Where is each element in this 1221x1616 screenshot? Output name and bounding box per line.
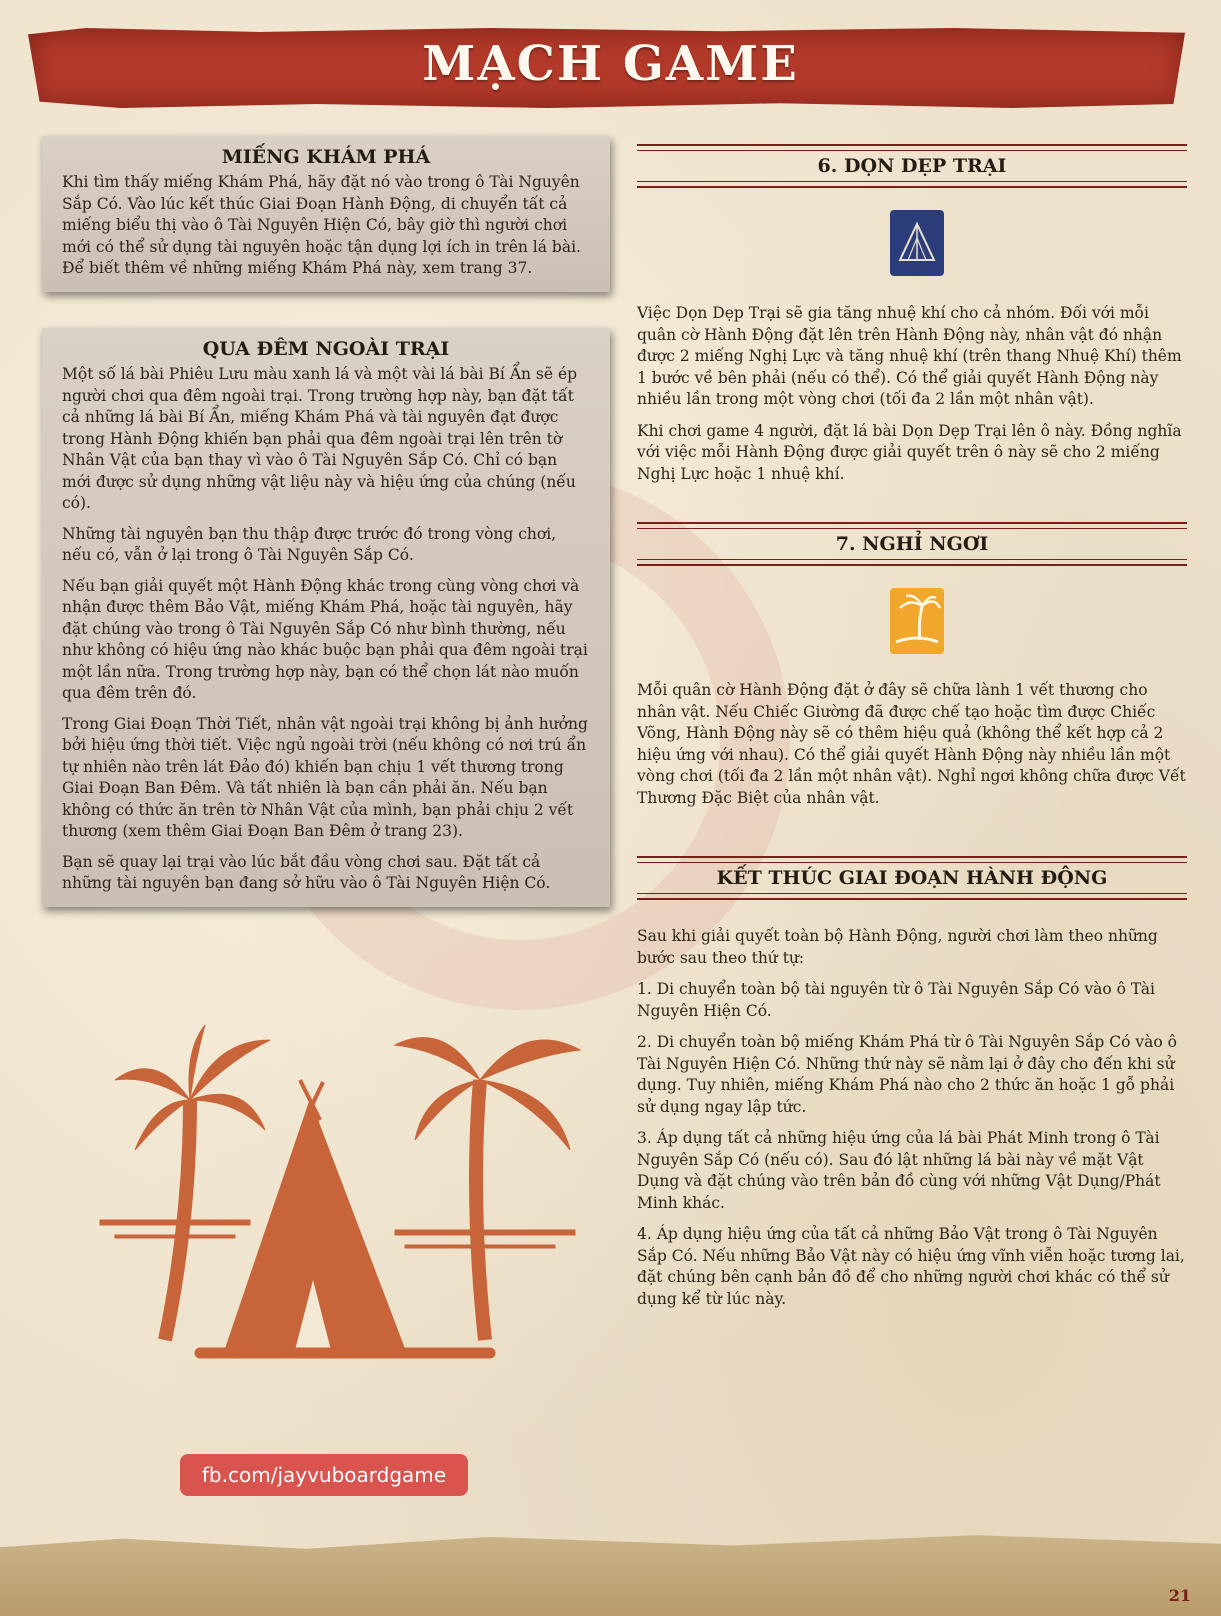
section-heading-rest: 7. NGHỈ NGƠI [637, 522, 1187, 566]
night-outside-camp-box [42, 328, 610, 907]
text-paragraph: 1. Di chuyển toàn bộ tài nguyên từ ô Tài Nguyên Sắp Có vào ô Tài Nguyên Hiện Có. [637, 980, 1156, 1020]
section-heading-arrange-camp: 6. DỌN DẸP TRẠI [637, 144, 1187, 188]
footer-strip [0, 1530, 1221, 1616]
box-paragraph: Khi tìm thấy miếng Khám Phá, hãy đặt nó vào trong ô Tài Nguyên Sắp Có. Vào lúc kết thúc Giai Đoạn Hành Động, di chuyển tất cả miếng biểu thị vào ô Tài Nguyên Hiện Có, bây giờ thì người chơi mới có thể sử dụng tài nguyên hoặc tận dụng lợi ích in trên lá bài. Để biết thêm về những miếng Khám Phá này, xem trang 37. [62, 173, 581, 277]
page-number: 21 [1168, 1586, 1191, 1605]
box-title: MIẾNG KHÁM PHÁ [221, 146, 431, 168]
box-paragraph: Nếu bạn giải quyết một Hành Động khác trong cùng vòng chơi và nhận được thêm Bảo Vật, miếng Khám Phá, hoặc tài nguyên, hãy đặt chúng vào trong ô Tài Nguyên Sắp Có như bình thường, nếu như không có hiệu ứng nào khác buộc bạn phải qua đêm ngoài trại một lần nữa. Trong trường hợp này, bạn có thể chọn lát nào muốn qua đêm trên đó. [62, 576, 588, 702]
text-paragraph: 4. Áp dụng hiệu ứng của tất cả những Bảo Vật trong ô Tài Nguyên Sắp Có. Nếu những Bảo Vật này có hiệu ứng vĩnh viễn hoặc tương lai, đặt chúng bên cạnh bản đồ để cho những người chơi khác có thể sử dụng kể từ lúc này. [637, 1225, 1185, 1308]
facebook-link-badge[interactable]: fb.com/jayvuboardgame [180, 1454, 468, 1496]
section-text-rest [637, 680, 1187, 819]
box-paragraph: Bạn sẽ quay lại trại vào lúc bắt đầu vòng chơi sau. Đặt tất cả những tài nguyên bạn đang sở hữu vào ô Tài Nguyên Hiện Có. [62, 852, 551, 892]
camp-tent-icon [890, 210, 944, 276]
text-paragraph: Khi chơi game 4 người, đặt lá bài Dọn Dẹp Trại lên ô này. Đồng nghĩa với việc mỗi Hành Động được giải quyết trên ô này sẽ cho 2 miếng Nghị Lực hoặc 1 nhuệ khí. [637, 421, 1182, 483]
section-text-arrange-camp [637, 303, 1187, 495]
text-paragraph: Sau khi giải quyết toàn bộ Hành Động, người chơi làm theo những bước sau theo thứ tự: [637, 927, 1158, 967]
box-title: QUA ĐÊM NGOÀI TRẠI [202, 338, 450, 360]
text-paragraph: Mỗi quân cờ Hành Động đặt ở đây sẽ chữa lành 1 vết thương cho nhân vật. Nếu Chiếc Giường đã được chế tạo hoặc tìm được Chiếc Võng, Hành Động này sẽ có thêm hiệu quả (không thể kết hợp cả 2 hiệu ứng với nhau). Có thể giải quyết Hành Động này nhiều lần một vòng chơi (tối đa 2 lần một nhân vật). Nghỉ ngơi không chữa được Vết Thương Đặc Biệt của nhân vật. [637, 681, 1186, 807]
section-text-end-action-phase [637, 926, 1187, 1320]
page-title: MẠCH GAME [422, 36, 799, 92]
box-paragraph: Những tài nguyên bạn thu thập được trước đó trong vòng chơi, nếu có, vẫn ở lại trong ô Tài Nguyên Sắp Có. [62, 524, 557, 564]
palm-trees-tent-illustration [95, 1020, 595, 1380]
text-paragraph: 3. Áp dụng tất cả những hiệu ứng của lá bài Phát Minh trong ô Tài Nguyên Sắp Có (nếu có). Sau đó lật những lá bài này về mặt Vật Dụng và đặt chúng vào trên bản đồ cùng với những Vật Dụng/Phát Minh khác. [637, 1129, 1161, 1212]
section-heading-end-action-phase: KẾT THÚC GIAI ĐOẠN HÀNH ĐỘNG [637, 856, 1187, 900]
discovery-tokens-box [42, 136, 610, 292]
palm-rest-icon [890, 588, 944, 654]
box-paragraph: Một số lá bài Phiêu Lưu màu xanh lá và một vài lá bài Bí Ẩn sẽ ép người chơi qua đêm ngoài trại. Trong trường hợp này, bạn đặt tất cả những lá bài Bí Ẩn, miếng Khám Phá và tài nguyên đạt được trong Hành Động khiến bạn phải qua đêm ngoài trại lên trên tờ Nhân Vật của bạn thay vì vào ô Tài Nguyên Sắp Có. Chỉ có bạn mới được sử dụng những vật liệu này và hiệu ứng của chúng (nếu có). [62, 365, 578, 512]
text-paragraph: 2. Di chuyển toàn bộ miếng Khám Phá từ ô Tài Nguyên Sắp Có vào ô Tài Nguyên Hiện Có. Những thứ này sẽ nằm lại ở đây cho đến khi sử dụng. Tuy nhiên, miếng Khám Phá nào cho 2 thức ăn hoặc 1 gỗ phải sử dụng ngay lập tức. [637, 1033, 1177, 1116]
box-paragraph: Trong Giai Đoạn Thời Tiết, nhân vật ngoài trại không bị ảnh hưởng bởi hiệu ứng thời tiết. Việc ngủ ngoài trời (nếu không có nơi trú ẩn tự nhiên nào trên lát Đảo đó) khiến bạn chịu 1 vết thương trong Giai Đoạn Ban Đêm. Và tất nhiên là bạn cần phải ăn. Nếu bạn không có thức ăn trên tờ Nhân Vật của mình, bạn phải chịu 2 vết thương (xem thêm Giai Đoạn Ban Đêm ở trang 23). [62, 714, 588, 840]
text-paragraph: Việc Dọn Dẹp Trại sẽ gia tăng nhuệ khí cho cả nhóm. Đối với mỗi quân cờ Hành Động đặt lên trên Hành Động này, nhân vật đó nhận được 2 miếng Nghị Lực và tăng nhuệ khí (trên thang Nhuệ Khí) thêm 1 bước về bên phải (nếu có thể). Có thể giải quyết Hành Động này nhiều lần trong một vòng chơi (tối đa 2 lần một nhân vật). [637, 304, 1182, 408]
